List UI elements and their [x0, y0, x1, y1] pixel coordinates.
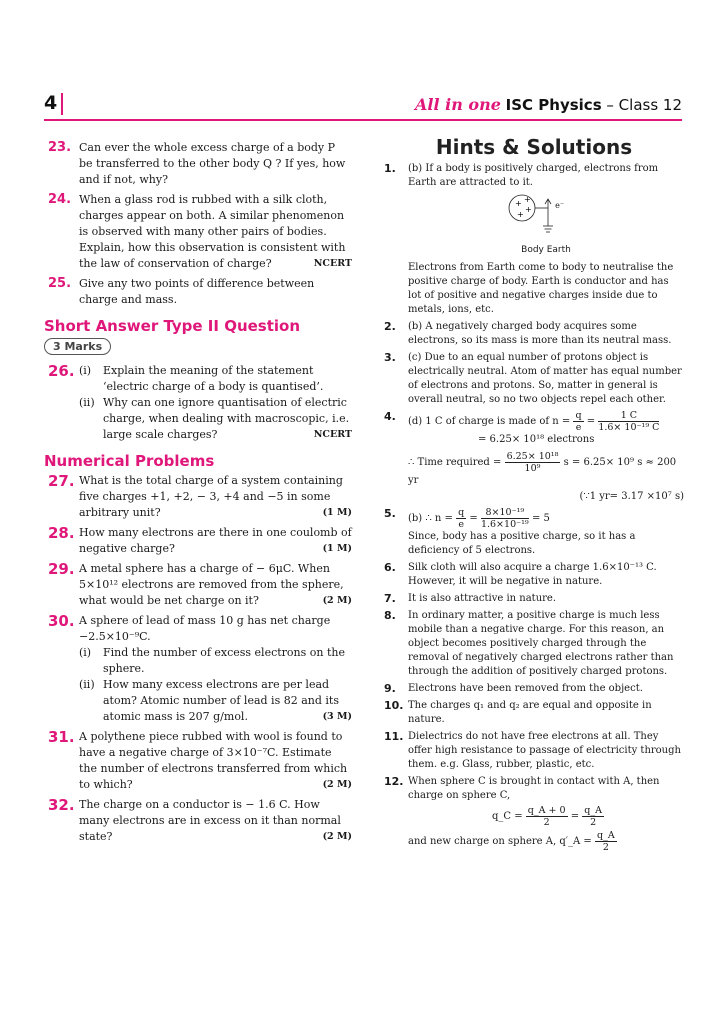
equation-lead: ∴ Time required = — [408, 457, 502, 468]
answer-number: 10. — [384, 699, 404, 712]
source-tag: NCERT — [313, 429, 352, 440]
denominator: 2 — [590, 817, 597, 828]
subpart-text: Find the number of excess electrons on the sphere. — [103, 646, 345, 675]
answer-3 — [384, 351, 684, 407]
svg-text:+: + — [523, 195, 531, 204]
answer-4: 4. (d) 1 C of charge is made of n = $\frac{q}{e}$ = $\frac{1 C}{\text{1.6× 10⁻¹⁹ C}}$ = 6.25× 10¹⁸ electrons ∴ Time required = $\frac{\text{6.25× 10¹⁸}}{\text{10⁹}}$ s = 6.25× 10⁹ s ≈ 200 yr (∵1 yr= 3.17 ×10⁷ s) — [384, 410, 684, 502]
question-27 — [44, 473, 352, 521]
numerator: q_A + 0 — [527, 805, 566, 816]
equation-result: = 5 — [531, 513, 550, 524]
question-number: 24. — [48, 192, 72, 207]
denominator: e — [458, 519, 464, 530]
fraction — [573, 410, 583, 433]
equation-lead: and new charge on sphere A, q′_A = — [408, 836, 592, 847]
answer-11 — [384, 730, 684, 772]
running-header — [415, 95, 682, 114]
answer-text: In ordinary matter, a positive charge is much less mobile than a negative charge. For this reason, an object becomes positively charged through the removal of negatively charged electrons rather than through the addition of positively charged protons. — [408, 610, 674, 677]
denominator: 2 — [543, 817, 550, 828]
answer-text: When sphere C is brought in contact with A, then charge on sphere C, — [408, 776, 660, 801]
marks-label: (2 M) — [322, 595, 352, 606]
marks-label: (1 M) — [322, 507, 352, 518]
answer-2 — [384, 320, 684, 348]
svg-text:+: + — [516, 210, 524, 219]
answer-text: Dielectrics do not have free electrons at all. They offer high resistance to passage of electricity through them. e.g. Glass, rubber, plastic, etc. — [408, 731, 681, 770]
equation-lead: (b) ∴ n = — [408, 513, 453, 524]
answer-text: It is also attractive in nature. — [408, 593, 557, 604]
question-number: 26. — [48, 362, 75, 380]
answer-number: 7. — [384, 592, 396, 605]
subpart-i — [79, 645, 352, 677]
body-earth-diagram — [408, 192, 684, 257]
question-32 — [44, 797, 352, 845]
brand-logo: All in one — [414, 95, 501, 114]
fraction — [505, 451, 561, 474]
question-28 — [44, 525, 352, 557]
figure-caption: Body Earth — [521, 245, 571, 255]
answer-12 — [384, 775, 684, 853]
subpart-ii — [79, 395, 352, 443]
answer-number: 6. — [384, 561, 396, 574]
header-divider — [61, 93, 63, 115]
equation-line — [408, 805, 604, 828]
question-text: What is the total charge of a system containing five charges +1, +2, − 3, +4 and −5 in some arbitrary unit? — [79, 474, 343, 519]
subpart-text: How many excess electrons are per lead atom? Atomic number of lead is 82 and its atomic mass is 207 g/mol. — [103, 678, 339, 723]
denominator: 2 — [602, 842, 609, 853]
svg-text:+: + — [524, 205, 532, 214]
electron-label: e⁻ — [555, 201, 565, 210]
answer-number: 8. — [384, 609, 396, 622]
equation-lead: q_C = — [491, 811, 523, 822]
numerator: 6.25× 10¹⁸ — [506, 451, 559, 462]
numerator: q — [458, 507, 465, 518]
question-25 — [44, 276, 352, 308]
marks-badge: 3 Marks — [44, 338, 111, 355]
answer-10 — [384, 699, 684, 727]
answer-number: 9. — [384, 682, 396, 695]
fraction — [595, 830, 617, 853]
answer-5: 5. (b) ∴ n = $\frac{q}{e}$ = $\frac{\text{8×10⁻¹⁹}}{\text{1.6×10⁻¹⁹}}$ = 5 Since, body has a positive charge, so it has a deficiency of 5 electrons. — [384, 507, 684, 558]
question-number: 30. — [48, 612, 75, 630]
numerator: 1 C — [598, 410, 659, 422]
answer-text: The charges q₁ and q₂ are equal and opposite in nature. — [408, 700, 652, 725]
marks-label: (1 M) — [322, 543, 352, 554]
question-29 — [44, 561, 352, 609]
question-number: 23. — [48, 140, 72, 155]
question-31 — [44, 729, 352, 793]
subpart-i — [79, 363, 352, 395]
solutions-column — [384, 135, 684, 856]
fraction — [582, 805, 604, 828]
denominator: 1.6×10⁻¹⁹ — [480, 519, 529, 530]
subpart-text: Why can one ignore quantisation of electric charge, when dealing with macroscopic, i.e. large scale charges? — [103, 396, 350, 441]
question-text: When a glass rod is rubbed with a silk cloth, charges appear on both. A similar phenomenon is observed with many other pairs of bodies. Explain, how this observation is consistent with the law of conservation of charge? — [79, 193, 346, 270]
question-26 — [44, 363, 352, 443]
equation-note: (∵1 yr= 3.17 ×10⁷ s) — [579, 491, 684, 502]
page-number: 4 — [44, 92, 58, 114]
fraction — [526, 805, 568, 828]
answer-text: Electrons from Earth come to body to neutralise the positive charge of body. Earth is conductor and has lot of positive and negative charges inside due to metals, ions, etc. — [408, 262, 674, 315]
header-rule — [44, 119, 682, 121]
denominator: 10⁹ — [524, 463, 541, 474]
svg-text:+: + — [514, 199, 522, 208]
answer-1 — [384, 162, 684, 317]
question-text: How many electrons are there in one coulomb of negative charge? — [79, 526, 352, 555]
subject-title: ISC Physics — [505, 96, 602, 114]
class-label: – Class 12 — [601, 96, 682, 114]
numerator: q_A — [597, 830, 615, 841]
solutions-title: Hints & Solutions — [435, 135, 633, 159]
answer-8 — [384, 609, 684, 679]
answer-text: Since, body has a positive charge, so it has a deficiency of 5 electrons. — [408, 531, 636, 556]
answer-text: (b) If a body is positively charged, electrons from Earth are attracted to it. — [408, 163, 659, 188]
section-heading-short-answer: Short Answer Type II Question — [44, 317, 301, 335]
source-tag: NCERT — [313, 258, 352, 269]
answer-text: Electrons have been removed from the object. — [408, 683, 643, 694]
denominator: e — [575, 422, 582, 433]
question-23 — [44, 140, 352, 188]
question-text: A metal sphere has a charge of − 6μC. When 5×10¹² electrons are removed from the sphere, what would be net charge on it? — [79, 562, 344, 607]
answer-text: Silk cloth will also acquire a charge 1.6×10⁻¹³ C. However, it will be negative in nature. — [408, 562, 657, 587]
fraction — [598, 410, 659, 433]
question-24 — [44, 192, 352, 272]
equals-sign: = — [570, 811, 580, 822]
fraction — [481, 507, 529, 530]
numerator: q — [575, 410, 582, 421]
question-text: Give any two points of difference between charge and mass. — [79, 277, 315, 306]
question-number: 28. — [48, 524, 75, 542]
numerator: 8×10⁻¹⁹ — [481, 507, 529, 519]
answer-number: 1. — [384, 162, 396, 175]
answer-text: (b) A negatively charged body acquires some electrons, so its mass is more than its neutral mass. — [408, 321, 672, 346]
body-earth-figure — [500, 192, 580, 238]
section-heading-numerical: Numerical Problems — [44, 452, 215, 470]
answer-6 — [384, 561, 684, 589]
equation-result: s = 6.25× 10⁹ s ≈ 200 yr — [408, 457, 677, 486]
answer-number: 2. — [384, 320, 396, 333]
question-text: The charge on a conductor is − 1.6 C. How many electrons are in excess on it than normal state? — [79, 798, 341, 843]
answer-number: 4. — [384, 410, 396, 423]
marks-label: (2 M) — [322, 831, 352, 842]
subpart-label: (i) — [79, 646, 92, 659]
subpart-label: (i) — [79, 364, 92, 377]
question-number: 32. — [48, 796, 75, 814]
equation-result: = 6.25× 10¹⁸ electrons — [478, 434, 595, 445]
subpart-label: (ii) — [79, 396, 95, 409]
question-number: 31. — [48, 728, 75, 746]
subpart-ii — [79, 677, 352, 725]
questions-column — [44, 140, 352, 849]
question-number: 29. — [48, 560, 75, 578]
answer-9 — [384, 682, 684, 696]
fraction — [456, 507, 466, 530]
denominator: 1.6× 10⁻¹⁹ C — [598, 422, 660, 433]
question-text: A sphere of lead of mass 10 g has net charge −2.5×10⁻⁹C. — [79, 614, 331, 643]
answer-number: 11. — [384, 730, 404, 743]
question-30 — [44, 613, 352, 725]
marks-label: (2 M) — [322, 779, 352, 790]
answer-7 — [384, 592, 684, 606]
question-number: 27. — [48, 472, 75, 490]
question-number: 25. — [48, 276, 72, 291]
answer-number: 12. — [384, 775, 404, 788]
subpart-text: Explain the meaning of the statement ‘electric charge of a body is quantised’. — [103, 364, 324, 393]
numerator: q_A — [584, 805, 602, 816]
question-text: Can ever the whole excess charge of a body P be transferred to the other body Q ? If yes, how and if not, why? — [79, 141, 346, 186]
question-text: A polythene piece rubbed with wool is found to have a negative charge of 3×10⁻⁷C. Estimate the number of electrons transferred from which to which? — [79, 730, 348, 791]
subpart-label: (ii) — [79, 678, 95, 691]
equation-lead: (d) 1 C of charge is made of n = — [408, 416, 571, 427]
answer-number: 5. — [384, 507, 396, 520]
answer-number: 3. — [384, 351, 396, 364]
equation-line — [408, 830, 684, 853]
marks-label: (3 M) — [322, 711, 352, 722]
answer-text: (c) Due to an equal number of protons object is electrically neutral. Atom of matter has equal number of electrons and protons. So, matter in general is overall neutral, so no two objects repel each other. — [408, 352, 682, 405]
